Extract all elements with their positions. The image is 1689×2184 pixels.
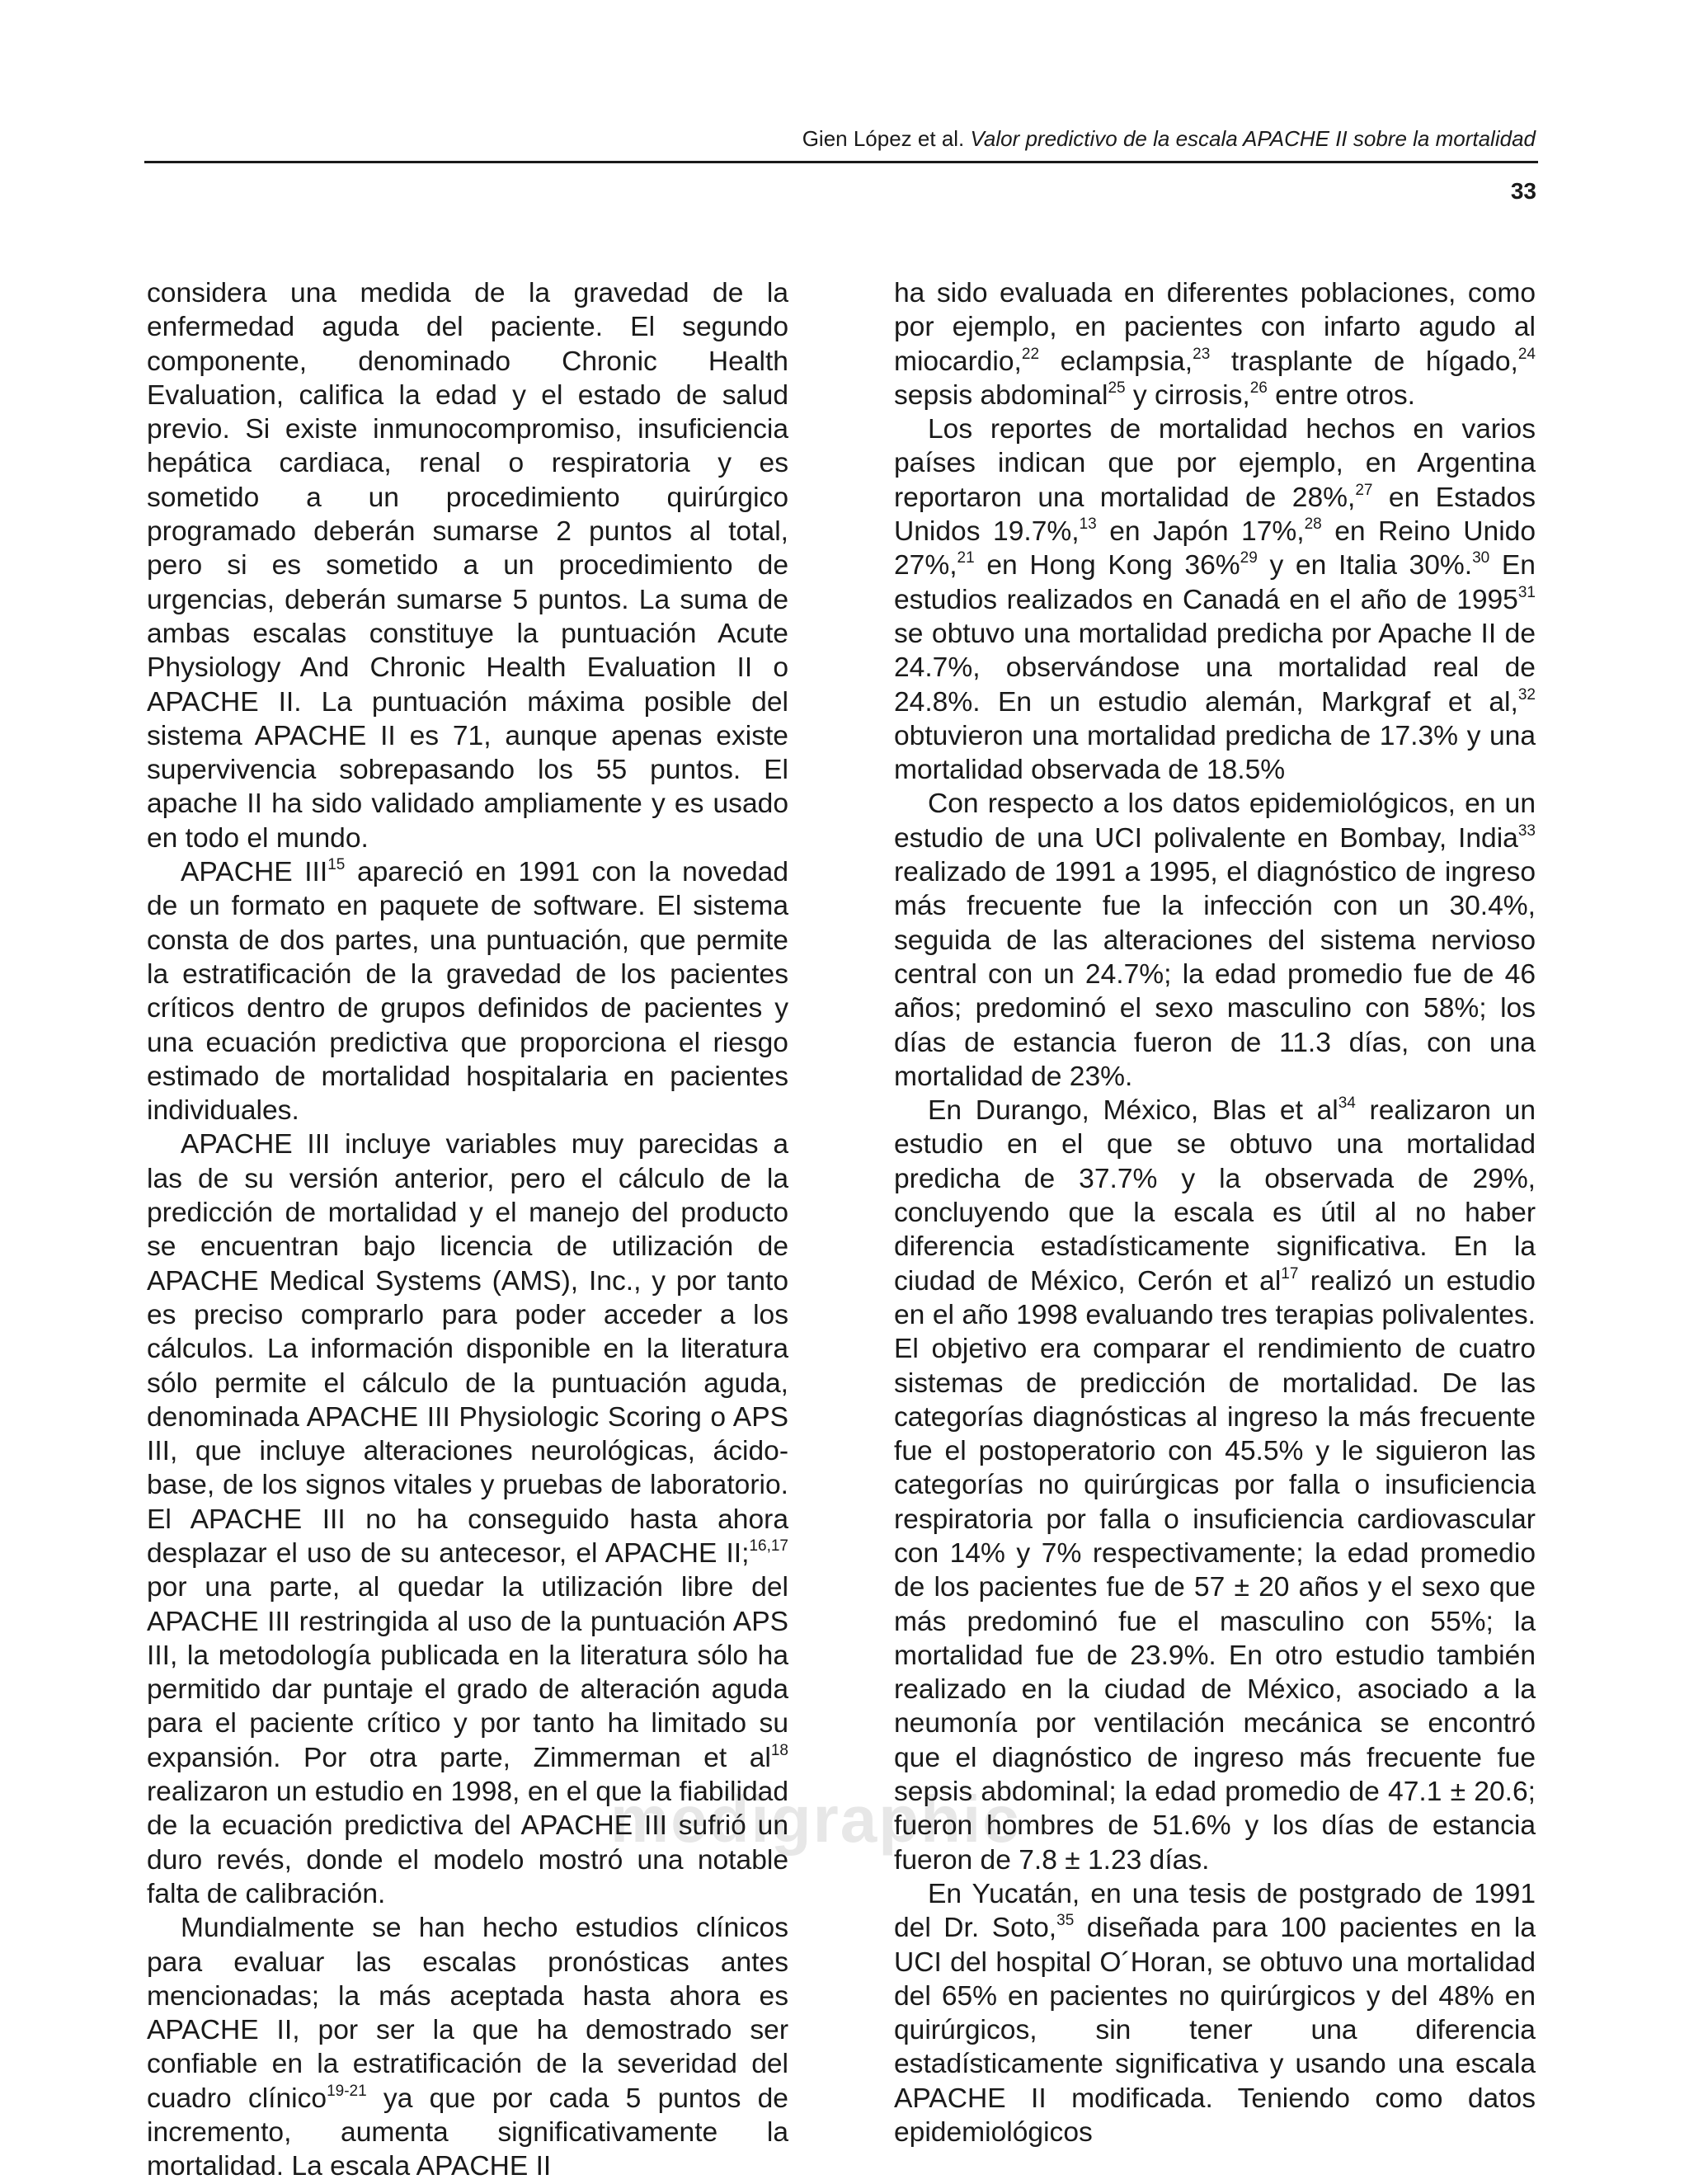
paragraph (147, 276, 788, 855)
paragraph (147, 1911, 788, 2183)
paragraph-text: APACHE III (181, 857, 328, 888)
paragraph-text: y cirrosis, (1125, 379, 1250, 411)
citation-superscript: 31 (1517, 583, 1536, 601)
paragraph-text: eclampsia, (1039, 346, 1193, 377)
paragraph-text: obtuvieron una mortalidad predicha de 17.3% y una mortalidad observada de 18.5% (894, 720, 1536, 786)
paragraph-text: APACHE III incluye variables muy parecidas a las de su versión anterior, pero el cálculo de la predicción de mortalidad y el manejo del producto se encuentran bajo licencia de utilización de APACHE Medical Systems (AMS), Inc., y por tanto es preciso comprarlo para poder acceder a los cálculos. La información disponible en la literatura sólo permite el cálculo de la puntuación aguda, denominada APACHE III Physiologic Scoring o APS III, que incluye alteraciones neurológicas, ácido-base, de los signos vitales y pruebas de laboratorio. El APACHE III no ha conseguido hasta ahora desplazar el uso de su antecesor, el APACHE II; (147, 1129, 788, 1569)
citation-superscript: 34 (1338, 1094, 1356, 1113)
right-column (894, 276, 1536, 2149)
paragraph-text: apareció en 1991 con la novedad de un formato en paquete de software. El sistema consta de dos partes, una puntuación, que permite la estratificación de la gravedad de los pacientes críticos dentro de grupos definidos de pacientes y una ecuación predictiva que proporciona el riesgo estimado de mortalidad hospitalaria en pacientes individuales. (147, 857, 788, 1127)
citation-superscript: 33 (1517, 821, 1536, 840)
header-rule (144, 161, 1538, 163)
citation-superscript: 35 (1056, 1912, 1075, 1930)
citation-superscript: 13 (1079, 515, 1097, 534)
paragraph-text: sepsis abdominal (894, 379, 1108, 411)
paragraph-text: diseñada para 100 pacientes en la UCI del hospital O´Horan, se obtuvo una mortalidad del 65% en pacientes no quirúrgicos y del 48% en quirúrgicos, sin tener una diferencia estadísticamente significativa y usando una escala APACHE II modificada. Teniendo como datos epidemiológicos (894, 1913, 1536, 2149)
citation-superscript: 28 (1304, 515, 1322, 534)
paragraph-text: se obtuvo una mortalidad predicha por Apache II de 24.7%, observándose una mortalidad real de 24.8%. En un estudio alemán, Markgraf et al, (894, 618, 1536, 718)
running-header (147, 124, 1536, 153)
citation-superscript: 19-21 (327, 2082, 367, 2100)
paragraph-text: realizó un estudio en el año 1998 evaluando tres terapias polivalentes. El objetivo era comparar el rendimiento de cuatro sistemas de predicción de mortalidad. De las categorías diagnósticas al ingreso la más frecuente fue el postoperatorio con 45.5% y le siguieron las categorías no quirúrgicas por falla o insuficiencia respiratoria por falla o insuficiencia cardiovascular con 14% y 7% respectivamente; la edad promedio de los pacientes fue de 57 ± 20 años y el sexo que más predominó fue el masculino con 55%; la mortalidad fue de 23.9%. En otro estudio también realizado en la ciudad de México, asociado a la neumonía por ventilación mecánica se encontró que el diagnóstico de ingreso más frecuente fue sepsis abdominal; la edad promedio de 47.1 ± 20.6; fueron hombres de 51.6% y los días de estancia fueron de 7.8 ± 1.23 días. (894, 1265, 1536, 1876)
paragraph-text: por una parte, al quedar la utilización libre del APACHE III restringida al uso de la puntuación APS III, la metodología publicada en la literatura sólo ha permitido dar puntaje el grado de alteración aguda para el paciente crítico y por tanto ha limitado su expansión. Por otra parte, Zimmerman et al (147, 1572, 788, 1773)
citation-superscript: 26 (1249, 379, 1268, 397)
paragraph-text: realizaron un estudio en 1998, en el que la fiabilidad de la ecuación predictiva del APACHE III sufrió un duro revés, donde el modelo mostró una notable falta de calibración. (147, 1777, 788, 1909)
citation-superscript: 22 (1021, 345, 1040, 363)
paragraph-text: considera una medida de la gravedad de la enfermedad aguda del paciente. El segundo componente, denominado Chronic Health Evaluation, califica la edad y el estado de salud previo. Si existe inmunocompromiso, insuficiencia hepática cardiaca, renal o respiratoria y es sometido a un procedimiento quirúrgico programado deberán sumarse 2 puntos al total, pero si es sometido a un procedimiento de urgencias, deberán sumarse 5 puntos. La suma de ambas escalas constituye la puntuación Acute Physiology And Chronic Health Evaluation II o APACHE II. La puntuación máxima posible del sistema APACHE II es 71, aunque apenas existe supervivencia sobrepasando los 55 puntos. El apache II ha sido validado ampliamente y es usado en todo el mundo. (147, 278, 788, 854)
citation-superscript: 30 (1472, 549, 1490, 567)
paragraph-text: Con respecto a los datos epidemiológicos, en un estudio de una UCI polivalente en Bombay, India (894, 788, 1536, 854)
paragraph (894, 1877, 1536, 2149)
citation-superscript: 29 (1240, 549, 1258, 567)
citation-superscript: 17 (1281, 1264, 1299, 1283)
left-column (147, 276, 788, 2184)
citation-superscript: 16,17 (749, 1537, 788, 1555)
paragraph-text: realizaron un estudio en el que se obtuvo una mortalidad predicha de 37.7% y la observada de 29%, concluyendo que la escala es útil al no haber diferencia estadísticamente significativa. En la ciudad de México, Cerón et al (894, 1095, 1536, 1297)
paragraph-text: En Yucatán, en una tesis de postgrado de 1991 del Dr. Soto, (894, 1878, 1536, 1944)
citation-superscript: 21 (957, 549, 975, 567)
paragraph-text: Mundialmente se han hecho estudios clínicos para evaluar las escalas pronósticas antes mencionadas; la más aceptada hasta ahora es APACHE II, por ser la que ha demostrado ser confiable en la estratificación de la severidad del cuadro clínico (147, 1913, 788, 2114)
paragraph-text: realizado de 1991 a 1995, el diagnóstico de ingreso más frecuente fue la infección con un 30.4%, seguida de las alteraciones del sistema nervioso central con un 24.7%; la edad promedio fue de 46 años; predominó el sexo masculino con 58%; los días de estancia fueron de 11.3 días, con una mortalidad de 23%. (894, 857, 1536, 1092)
paragraph-text: entre otros. (1267, 379, 1416, 411)
paragraph-text: en Estados Unidos 19.7%, (894, 482, 1536, 548)
paragraph (147, 1127, 788, 1911)
citation-superscript: 15 (327, 856, 346, 874)
paragraph (894, 412, 1536, 787)
paragraph-text: Los reportes de mortalidad hechos en varios países indican que por ejemplo, en Argentina reportaron una mortalidad de 28%, (894, 414, 1536, 513)
paragraph (894, 787, 1536, 1094)
paragraph (147, 855, 788, 1127)
watermark: medigraphic (610, 1782, 1021, 1856)
paragraph-text: en Japón 17%, (1096, 516, 1305, 548)
citation-superscript: 24 (1517, 345, 1536, 363)
paragraph-text: trasplante de hígado, (1210, 346, 1518, 377)
page-number: 33 (1510, 178, 1536, 204)
citation-superscript: 18 (770, 1741, 788, 1759)
citation-superscript: 23 (1193, 345, 1211, 363)
paragraph-text: En estudios realizados en Canadá en el año de 1995 (894, 550, 1536, 615)
paragraph (894, 276, 1536, 412)
paragraph-text: en Hong Kong 36% (974, 550, 1240, 581)
header-article-title: Valor predictivo de la escala APACHE II sobre la mortalidad (970, 126, 1536, 151)
citation-superscript: 32 (1517, 685, 1536, 704)
header-authors: Gien López et al. (802, 126, 965, 151)
paragraph-text: ya que por cada 5 puntos de incremento, aumenta significativamente la mortalidad. La escala APACHE II (147, 2083, 788, 2182)
citation-superscript: 25 (1108, 379, 1126, 397)
paragraph-text: ha sido evaluada en diferentes poblaciones, como por ejemplo, en pacientes con infarto agudo al miocardio, (894, 278, 1536, 377)
paragraph-text: y en Italia 30%. (1257, 550, 1473, 581)
citation-superscript: 27 (1355, 481, 1373, 499)
paragraph (894, 1094, 1536, 1877)
paragraph-text: en Reino Unido 27%, (894, 516, 1536, 581)
paragraph-text: En Durango, México, Blas et al (928, 1095, 1338, 1127)
